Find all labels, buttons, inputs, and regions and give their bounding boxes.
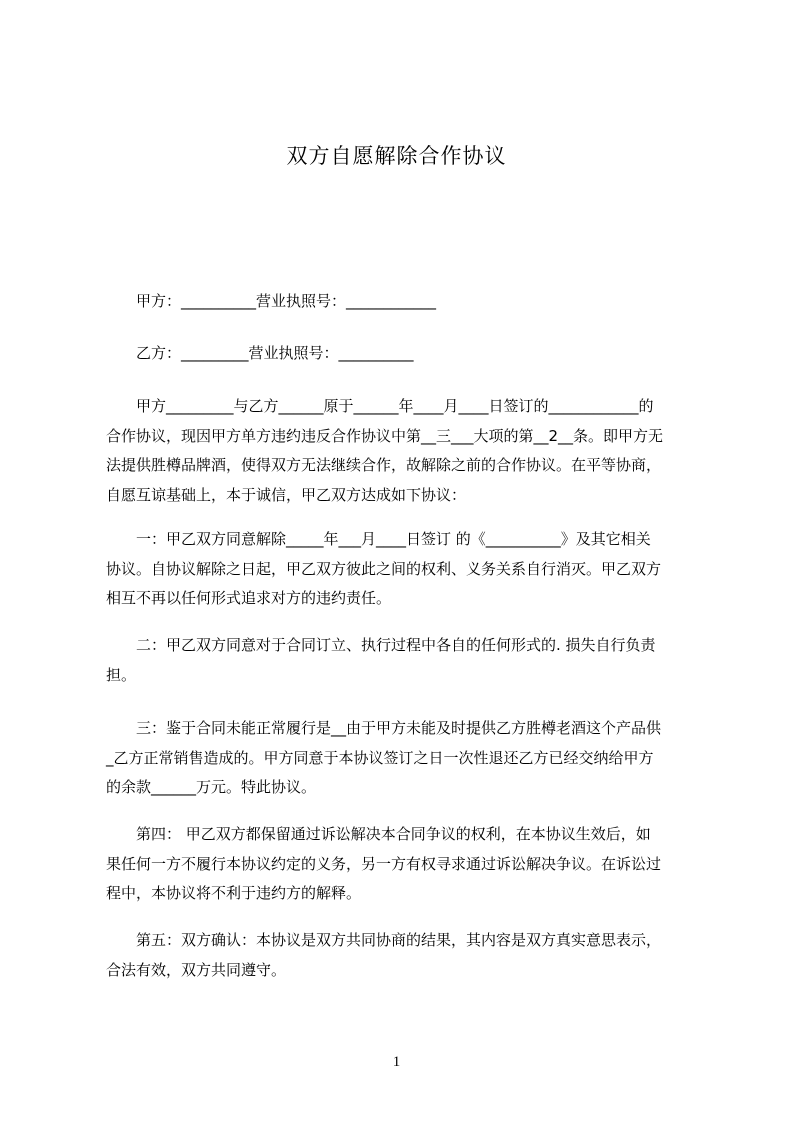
document-title: 双方自愿解除合作协议 <box>286 144 507 168</box>
page-number: 1 <box>392 1054 401 1070</box>
intro-line: 自愿互谅基础上，本于诚信，甲乙双方达成如下协议： <box>106 485 467 504</box>
clause-line: 第四： 甲乙双方都保留通过诉讼解决本合同争议的权利，在本协议生效后，如 <box>136 825 651 843</box>
intro-line: 合作协议，现因甲方单方违约违反合作协议中第__三___大项的第__2__条。即甲方无 <box>106 426 664 445</box>
intro-line: 甲方_________与乙方______原于______年____月____日签订的____________的 <box>136 397 654 415</box>
clause-3-paragraph <box>106 714 700 803</box>
clause-line: 合法有效，双方共同遵守。 <box>106 960 287 979</box>
clause-line: 一：甲乙双方同意解除_____年___月____日签订 的《__________》及其它相关 <box>136 530 651 548</box>
intro-paragraph <box>106 392 700 510</box>
clause-line: 相互不再以任何形式追求对方的违约责任。 <box>106 589 392 607</box>
clause-line: 果任何一方不履行本协议约定的义务，另一方有权寻求通过诉讼解决争议。在诉讼过 <box>106 854 662 873</box>
clause-5-paragraph <box>106 926 700 985</box>
clause-line: 协议。自协议解除之日起，甲乙双方彼此之间的权利、义务关系自行消灭。甲乙双方 <box>106 559 662 578</box>
party-b-text: 乙方：_________营业执照号：__________ <box>136 344 414 362</box>
clause-2-paragraph <box>106 631 700 690</box>
clause-line: 第五：双方确认：本协议是双方共同协商的结果，其内容是双方真实意思表示， <box>136 931 662 949</box>
party-a-line <box>106 287 700 317</box>
party-a-text: 甲方：__________营业执照号：____________ <box>136 292 437 310</box>
clause-line: 的余款______万元。特此协议。 <box>106 778 317 796</box>
clause-1-paragraph <box>106 525 700 614</box>
clause-line: 二：甲乙双方同意对于合同订立、执行过程中各自的任何形式的. 损失自行负责 <box>136 636 656 654</box>
clause-line: 程中，本协议将不利于违约方的解释。 <box>106 884 362 902</box>
party-b-line <box>106 339 700 369</box>
intro-line: 法提供胜樽品牌酒，使得双方无法继续合作，故解除之前的合作协议。在平等协商， <box>106 456 662 474</box>
clause-line: 三：鉴于合同未能正常履行是__由于甲方未能及时提供乙方胜樽老酒这个产品供 <box>136 719 662 737</box>
clause-line: 担。 <box>106 665 137 684</box>
clause-line: _乙方正常销售造成的。甲方同意于本协议签订之日一次性退还乙方已经交纳给甲方 <box>106 748 654 767</box>
clause-4-paragraph <box>106 820 700 909</box>
